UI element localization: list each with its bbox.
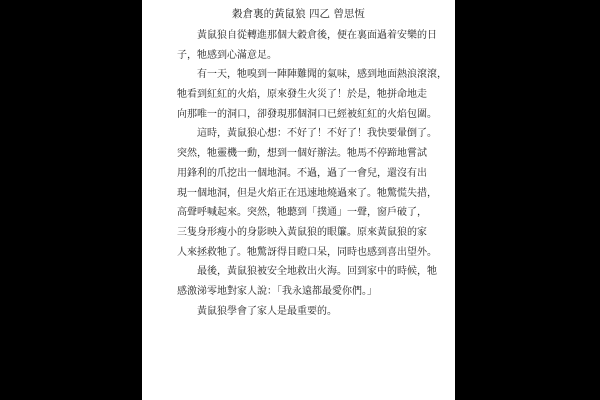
document-body (177, 26, 447, 321)
text-line: 最後，黃鼠狼被安全地救出火海。回到家中的時候，牠 (197, 266, 437, 278)
text-line: 子，牠感到心滿意足。 (177, 49, 277, 61)
text-line: 高聲呼喊起來。突然，牠聽到「撲通」一聲，窗戶破了， (177, 207, 427, 219)
text-line: 用鋒利的爪挖出一個地洞。不過，過了一會兒，還沒有出 (177, 167, 427, 179)
text-line: 三隻身形瘦小的身影映入黃鼠狼的眼簾。原來黃鼠狼的家 (177, 226, 427, 238)
text-line: 有一天，牠嗅到一陣陣難聞的氣味，感到地面熱浪滾滾， (197, 69, 447, 81)
document-title: 穀倉裏的黃鼠狼 四乙 曾思恆 (232, 8, 365, 20)
document-page (142, 0, 455, 400)
text-line: 人來拯救牠了。牠驚訝得目瞪口呆，同時也感到喜出望外。 (177, 246, 437, 258)
text-line: 黃鼠狼自從轉進那個大穀倉後，便在裏面過着安樂的日 (197, 30, 437, 41)
text-line: 黃鼠狼學會了家人是最重要的。 (197, 305, 337, 317)
text-line: 牠看到紅紅的火焰，原來發生火災了！於是，牠拼命地走 (177, 89, 427, 101)
text-line: 向那唯一的洞口，卻發現那個洞口已經被紅紅的火焰包圍。 (177, 108, 437, 120)
text-line: 現一個地洞，但是火焰正在迅速地燒過來了。牠驚慌失措， (177, 187, 437, 199)
text-line: 感激涕零地對家人說：「我永遠都最愛你們。」 (177, 285, 377, 297)
text-line: 突然，牠靈機一動，想到一個好辦法。牠馬不停蹄地嘗試 (177, 148, 427, 160)
text-line: 這時，黃鼠狼心想：不好了！不好了！我快要暈倒了。 (197, 128, 437, 140)
